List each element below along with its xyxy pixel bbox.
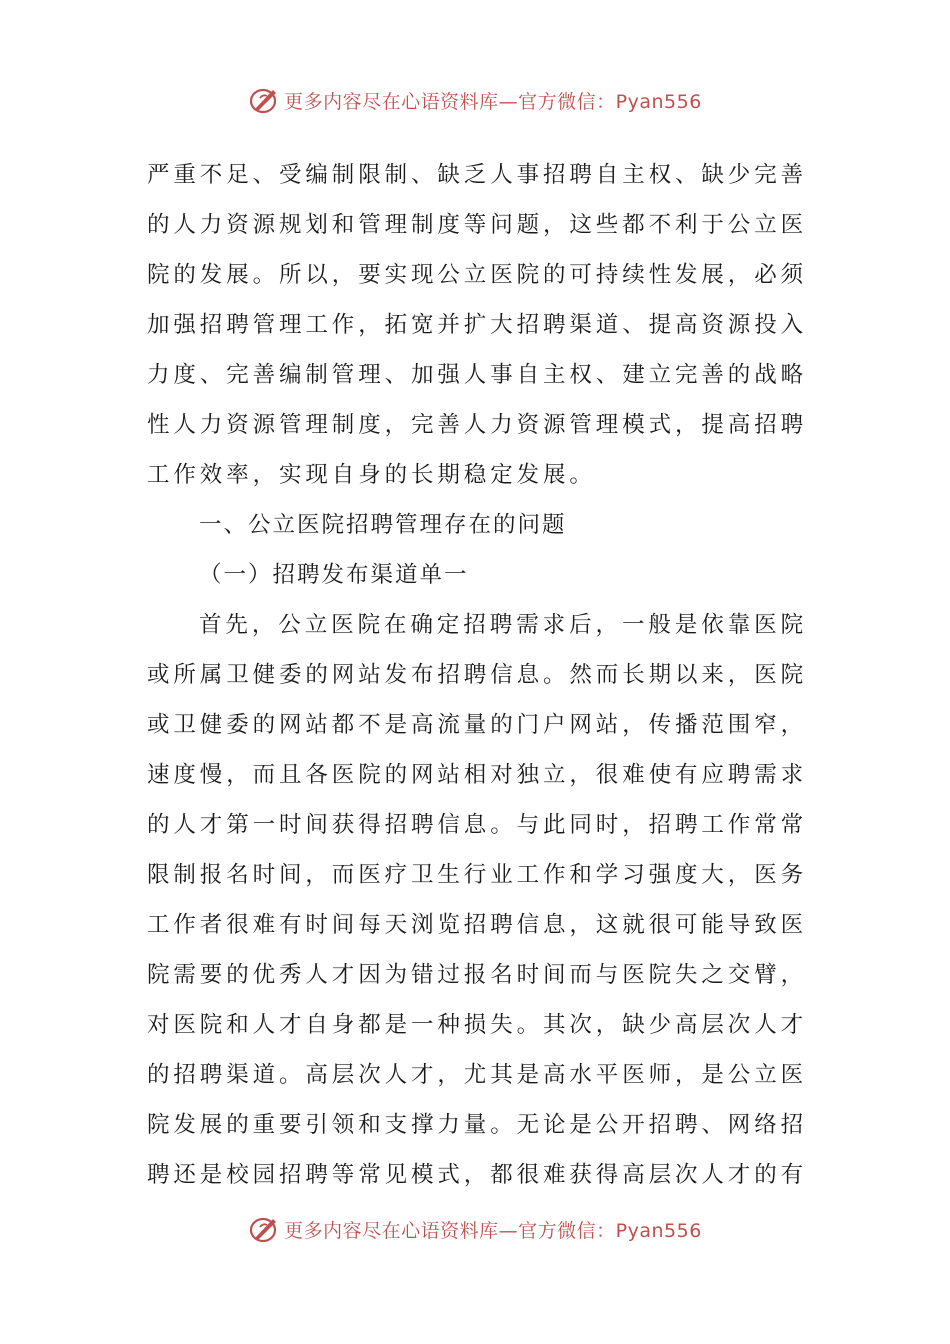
footer-watermark (0, 1213, 950, 1245)
subsection-heading: （一）招聘发布渠道单一 (199, 562, 469, 588)
header-watermark (0, 84, 950, 116)
watermark-text: 更多内容尽在心语资料库—官方微信：Pyan556 (284, 90, 702, 113)
paragraph: 首先，公立医院在确定招聘需求后，一般是依靠医院或所属卫健委的网站发布招聘信息。然而长期以来，医院或卫健委的网站都不是高流量的门户网站，传播范围窄，速度慢，而且各医院的网站相对独立，很难使有应聘需求的人才第一时间获得招聘信息。与此同时，招聘工作常常限制报名时间，而医疗卫生行业工作和学习强度大，医务工作者很难有时间每天浏览招聘信息，这就很可能导致医院需要的优秀人才因为错过报名时间而与医院失之交臂，对医院和人才自身都是一种损失。其次，缺少高层次人才的招聘渠道。高层次人才，尤其是高水平医师，是公立医院发展的重要引领和支撑力量。无论是公开招聘、网络招聘还是校园招聘等常见模式，都很难获得高层次人才的有 (147, 612, 808, 1188)
section-heading: 一、公立医院招聘管理存在的问题 (199, 512, 567, 538)
paragraph: 严重不足、受编制限制、缺乏人事招聘自主权、缺少完善的人力资源规划和管理制度等问题，这些都不利于公立医院的发展。所以，要实现公立医院的可持续性发展，必须加强招聘管理工作，拓宽并扩大招聘渠道、提高资源投入力度、完善编制管理、加强人事自主权、建立完善的战略性人力资源管理制度，完善人力资源管理模式，提高招聘工作效率，实现自身的长期稳定发展。 (147, 162, 808, 488)
watermark-text: 更多内容尽在心语资料库—官方微信：Pyan556 (284, 1219, 702, 1242)
pen-brush-logo-icon (248, 1213, 280, 1245)
pen-brush-logo-icon (248, 84, 280, 116)
document-body (147, 150, 807, 1200)
